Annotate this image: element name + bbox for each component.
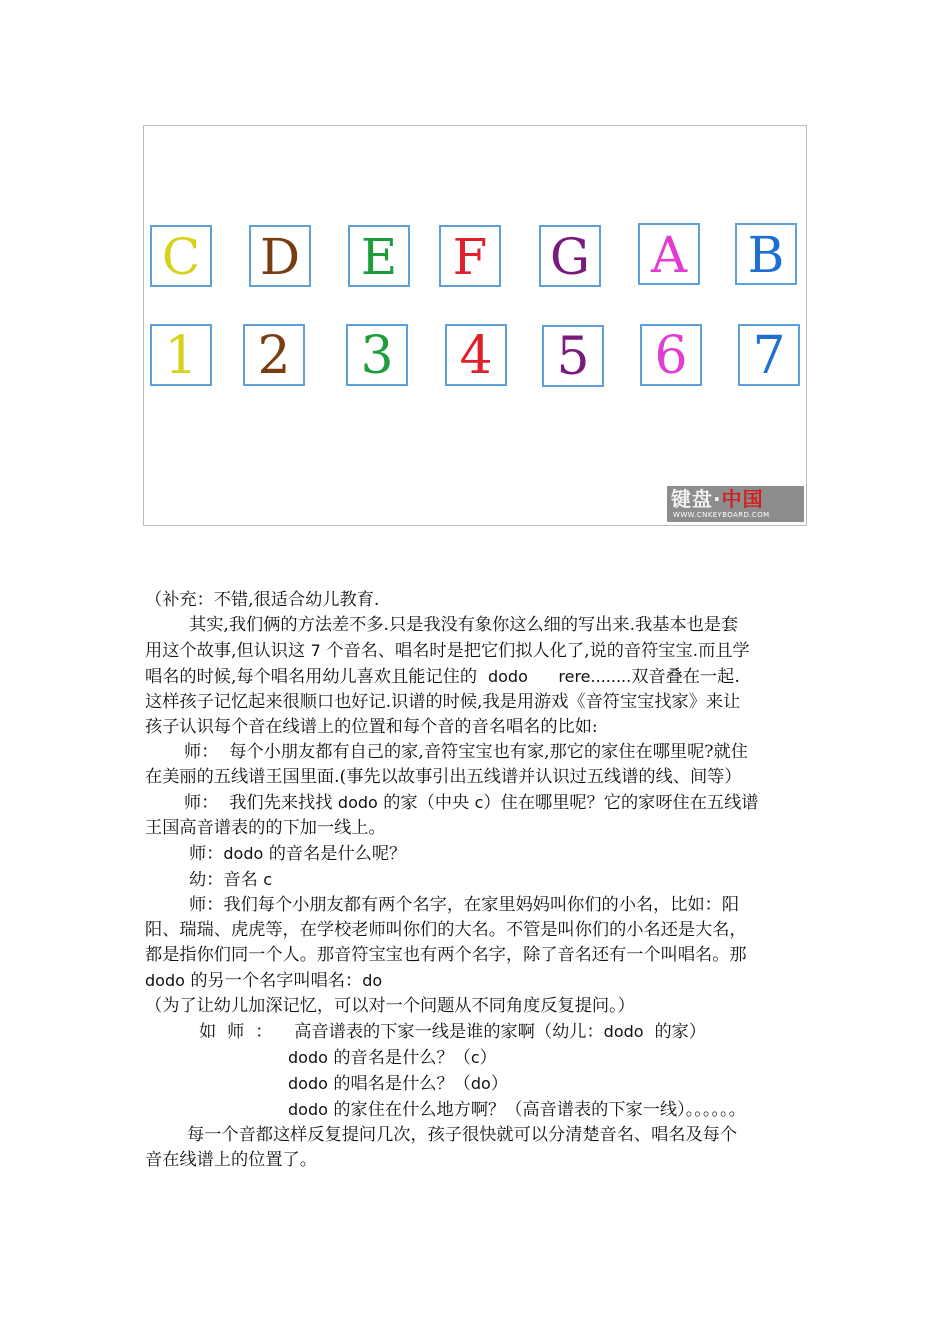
- number-tile-2: 2: [243, 324, 305, 386]
- paragraph-line: 孩子认识每个音在线谱上的位置和每个音的音名唱名的比如:: [145, 717, 598, 737]
- note-names-figure: [143, 125, 807, 526]
- note-tile-b: B: [735, 223, 797, 285]
- paragraph-line: dodo 的家住在什么地方啊？（高音谱表的下家一线）。。。。。。: [288, 1100, 746, 1120]
- number-tile-5: 5: [542, 325, 604, 387]
- paragraph-line: 在美丽的五线谱王国里面.(事先以故事引出五线谱并认识过五线谱的线、间等）: [145, 767, 742, 787]
- paragraph-line: 用这个故事,但认识这 7 个音名、唱名时是把它们拟人化了,说的音符宝宝.而且学: [145, 641, 750, 661]
- number-tile-4: 4: [445, 324, 507, 386]
- paragraph-line: 王国高音谱表的的下加一线上。: [145, 818, 386, 838]
- paragraph-line: 音在线谱上的位置了。: [145, 1150, 317, 1170]
- note-tile-c: C: [150, 225, 212, 287]
- note-tile-a: A: [638, 223, 700, 285]
- watermark-url: WWW.CNKEYBOARD.COM: [673, 511, 770, 519]
- paragraph-line: dodo 的唱名是什么？（do）: [288, 1074, 509, 1094]
- paragraph-line: 阳、瑞瑞、虎虎等，在学校老师叫你们的大名。不管是叫你们的小名还是大名，: [145, 920, 747, 940]
- paragraph-line: 都是指你们同一个人。那音符宝宝也有两个名字，除了音名还有一个叫唱名。那: [145, 945, 747, 965]
- paragraph-line: 其实,我们俩的方法差不多.只是我没有象你这么细的写出来.我基本也是套: [189, 615, 739, 635]
- note-tile-g: G: [539, 225, 601, 287]
- paragraph-line: 师：dodo 的音名是什么呢？: [189, 844, 407, 864]
- number-tile-1: 1: [150, 324, 212, 386]
- paragraph-line: 师：我们每个小朋友都有两个名字，在家里妈妈叫你们的小名，比如：阳: [189, 895, 740, 915]
- paragraph-line: dodo 的音名是什么？（c）: [288, 1048, 497, 1068]
- paragraph-line: 每一个音都这样反复提问几次，孩子很快就可以分清楚音名、唱名及每个: [187, 1125, 738, 1145]
- note-tile-e: E: [348, 225, 410, 287]
- watermark-title: 键盘·中国: [671, 487, 764, 511]
- number-tile-3: 3: [346, 324, 408, 386]
- number-tile-7: 7: [738, 324, 800, 386]
- paragraph-line: 唱名的时候,每个唱名用幼儿喜欢且能记住的 dodo rere........双音叠在一起.: [145, 667, 740, 687]
- note-tile-f: F: [439, 225, 501, 287]
- number-tile-6: 6: [640, 324, 702, 386]
- watermark-logo: [667, 486, 804, 522]
- paragraph-line: （为了让幼儿加深记忆，可以对一个问题从不同角度反复提问。）: [145, 996, 635, 1016]
- paragraph-line: 师： 每个小朋友都有自己的家,音符宝宝也有家,那它的家住在哪里呢?就住: [184, 742, 748, 762]
- paragraph-line: （补充：不错,很适合幼儿教育.: [145, 590, 380, 610]
- article-body: [145, 588, 813, 1173]
- note-tile-d: D: [249, 225, 311, 287]
- paragraph-line: 这样孩子记忆起来很顺口也好记.识谱的时候,我是用游戏《音符宝宝找家》来让: [145, 692, 741, 712]
- paragraph-line: 幼：音名 c: [189, 870, 273, 890]
- paragraph-line: 如 师 ： 高音谱表的下家一线是谁的家啊（幼儿：dodo 的家）: [199, 1022, 707, 1042]
- paragraph-line: 师： 我们先来找找 dodo 的家（中央 c）住在哪里呢？它的家呀住在五线谱: [184, 793, 759, 813]
- paragraph-line: dodo 的另一个名字叫唱名：do: [145, 971, 383, 991]
